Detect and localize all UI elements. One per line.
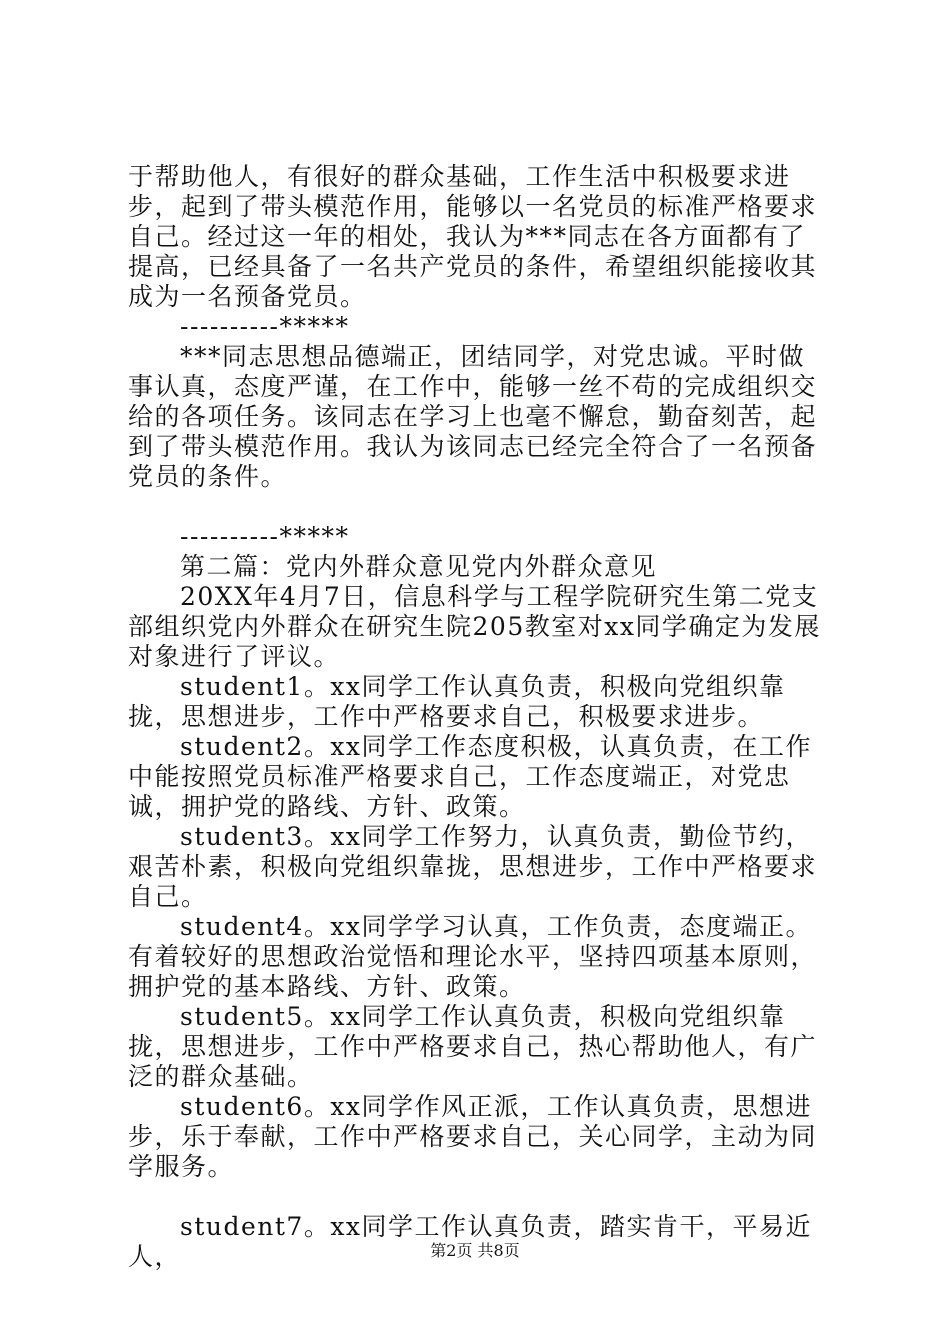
page-number-footer: 第2页 共8页: [430, 1241, 520, 1260]
paragraph-continued: 于帮助他人，有很好的群众基础，工作生活中积极要求进步，起到了带头模范作用，能够以一名党员的标准严格要求自己。经过这一年的相处，我认为***同志在各方面都有了提高，已经具备了一名共产党员的条件，希望组织能接收其成为一名预备党员。: [128, 162, 818, 311]
student-comment: student1。xx同学工作认真负责，积极向党组织靠拢，思想进步，工作中严格要求自己，积极要求进步。: [128, 672, 786, 731]
section-heading: 第二篇：党内外群众意见党内外群众意见: [180, 552, 658, 581]
signature-line: ----------*****: [180, 312, 350, 341]
student-comment: student2。xx同学工作态度积极，认真负责，在工作中能按照党员标准严格要求自己，工作态度端正，对党忠诚，拥护党的路线、方针、政策。: [128, 732, 813, 821]
document-body: [128, 162, 828, 1272]
student-comment: student7。xx同学工作认真负责，踏实肯干，平易近人，: [128, 1212, 813, 1271]
paragraph-intro: 20XX年4月7日，信息科学与工程学院研究生第二党支部组织党内外群众在研究生院205教室对xx同学确定为发展对象进行了评议。: [128, 582, 821, 671]
signature-line: ----------*****: [180, 522, 350, 551]
student-comment: student4。xx同学学习认真，工作负责，态度端正。有着较好的思想政治觉悟和理论水平，坚持四项基本原则，拥护党的基本路线、方针、政策。: [128, 912, 818, 1001]
student-comment: student3。xx同学工作努力，认真负责，勤俭节约，艰苦朴素，积极向党组织靠拢，思想进步，工作中严格要求自己。: [128, 822, 818, 911]
paragraph-opinion: ***同志思想品德端正，团结同学，对党忠诚。平时做事认真，态度严谨，在工作中，能够一丝不苟的完成组织交给的各项任务。该同志在学习上也毫不懈怠，勤奋刻苦，起到了带头模范作用。我认为该同志已经完全符合了一名预备党员的条件。: [128, 342, 818, 491]
student-comment: student5。xx同学工作认真负责，积极向党组织靠拢，思想进步，工作中严格要求自己，热心帮助他人，有广泛的群众基础。: [128, 1002, 818, 1091]
student-comment: student6。xx同学作风正派，工作认真负责，思想进步，乐于奉献，工作中严格要求自己，关心同学，主动为同学服务。: [128, 1092, 818, 1181]
